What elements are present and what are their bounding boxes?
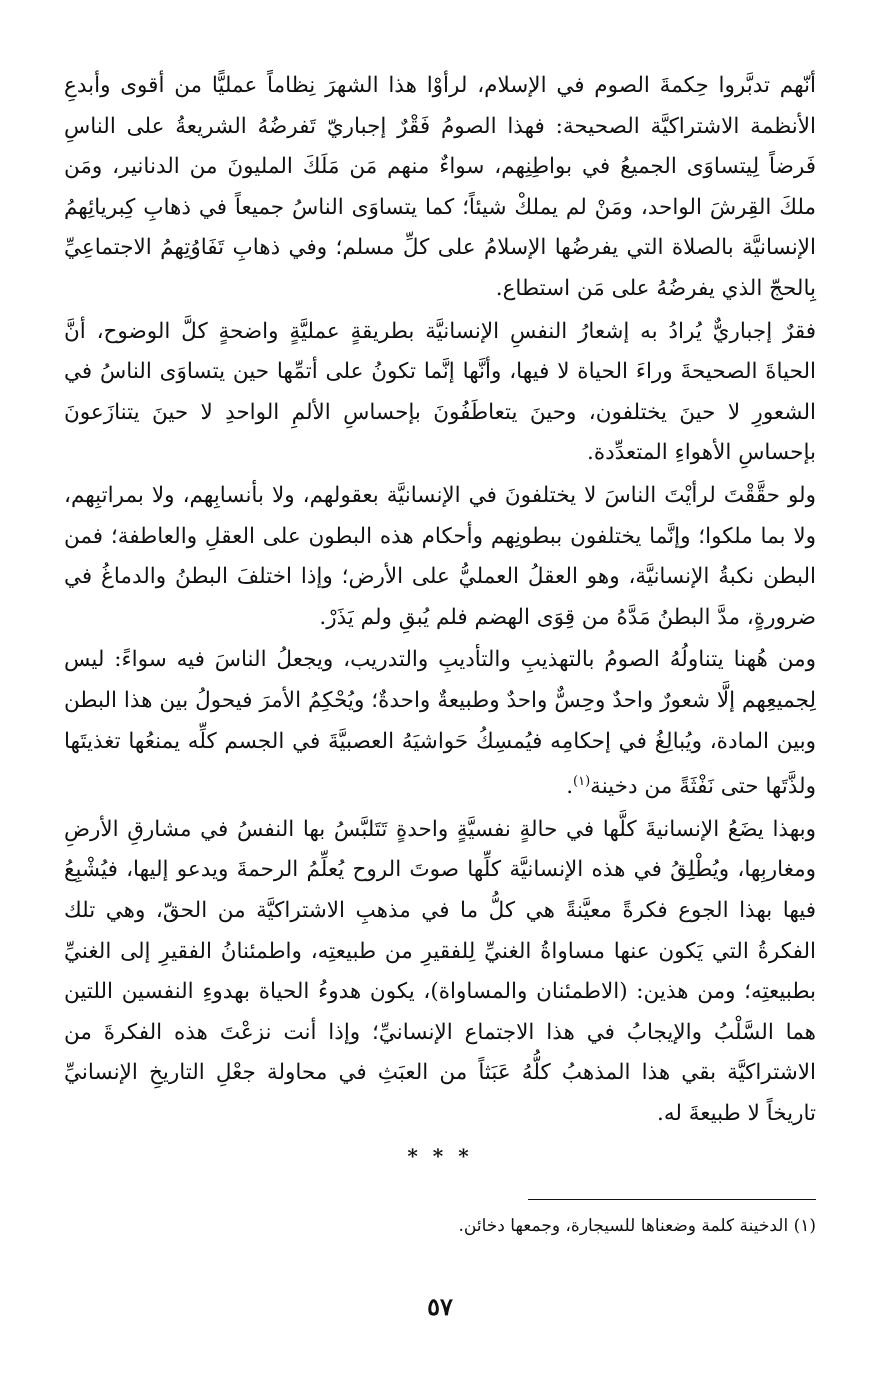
footnote-divider [528,1199,816,1200]
paragraph-2: فقرٌ إجباريٌّ يُرادُ به إشعارُ النفسِ الإنسانيَّة بطريقةٍ عمليَّةٍ واضحةٍ كلَّ الوضوح، أنَّ الحياةَ الصحيحةَ وراءَ الحياة لا فيها، وأنَّها إنَّما تكونُ على أتمِّها حين يتساوَى الناسُ في الشعورِ لا حينَ يختلفون، وحينَ يتعاطَفُونَ بإحساسِ الألمِ الواحدِ لا حينَ يتنازَعونَ بإحساسِ الأهواءِ المتعدِّدة. [64,318,816,466]
page-number: ٥٧ [427,1292,453,1321]
paragraph-1: أنّهم تدبَّروا حِكمةَ الصوم في الإسلام، لرأوْا هذا الشهرَ نِظاماً عمليًّا من أقوى وأبدعِ الأنظمة الاشتراكيَّة الصحيحة: فهذا الصومُ فَقْرٌ إجباريّ تَفرضُهُ الشريعةُ على الناسِ فَرضاً لِيتساوَى الجميعُ في بواطِنِهم، سواءٌ منهم مَن مَلَكَ المليونَ من الدنانير، ومَن ملكَ القِرشَ الواحد، ومَنْ لم يملكْ شيئاً؛ كما يتساوَى الناسُ جميعاً في ذهابِ كِبريائِهمُ الإنسانيَّة بالصلاة التي يفرضُها الإسلامُ على كلِّ مسلم؛ وفي ذهابِ تَفَاوُتِهمُ الاجتماعِيِّ بِالحجّ الذي يفرضُهُ على مَن استطاع. [64,73,816,301]
footnote: (١) الدخينة كلمة وضعناها للسيجارة، وجمعها دخائن. [458,1216,816,1236]
section-separator: * * * [407,1143,473,1168]
paragraph-4 [64,640,816,808]
book-page [64,66,816,1366]
footnote-reference[interactable]: (١) [573,774,591,790]
body-text [64,66,816,1135]
paragraph-5: وبهذا يضَعُ الإنسانيةَ كلَّها في حالةٍ نفسيَّةٍ واحدةٍ تَتَلبَّسُ بها النفسُ في مشارقِ الأرضِ ومغاربِها، ويُطْلِقُ في هذه الإنسانيَّة كلِّها صوتَ الروح يُعلِّمُ الرحمةَ ويدعو إليها، فيُشْبِعُ فيها بهذا الجوع فكرةً معيَّنةً هي كلُّ ما في مذهبِ الاشتراكيَّة من الحقّ، وهي تلك الفكرةُ التي يَكون عنها مساواةُ الغنيِّ لِلفقيرِ من طبيعتِه، واطمئنانُ الفقيرِ إلى الغنيِّ بطبيعتِه؛ ومن هذين: (الاطمئنان والمساواة)، يكون هدوءُ الحياة بهدوءِ النفسين اللتين هما السَّلْبُ والإيجابُ في هذا الاجتماع الإنسانيِّ؛ وإذا أنت نزعْتَ هذه الفكرةَ من الاشتراكيَّة بقي هذا المذهبُ كلُّهُ عَبَثاً من العبَثِ في محاولة جعْلِ التاريخِ الإنسانيِّ تاريخاً لا طبيعةَ له. [64,816,816,1126]
paragraph-4-end: . [566,774,574,800]
paragraph-3: ولو حقَّقْتَ لرأيْتَ الناسَ لا يختلفونَ في الإنسانيَّة بعقولهم، ولا بأنسابِهم، ولا بمراتبِهم، ولا بما ملكوا؛ وإنَّما يختلفون ببطونِهم وأحكام هذه البطون على العقلِ والعاطفة؛ فمن البطن نكبةُ الإنسانيَّة، وهو العقلُ العمليُّ على الأرض؛ وإذا اختلفَ البطنُ والدماغُ في ضرورةٍ، مدَّ البطنُ مَدَّهُ من قِوَى الهضم فلم يُبقِ ولم يَذَرْ. [64,482,816,630]
paragraph-4-text: ومن هُهنا يتناولُهُ الصومُ بالتهذيبِ والتأديبِ والتدريب، ويجعلُ الناسَ فيه سواءً: ليس لِجميعِهم إلَّا شعورٌ واحدٌ وحِسٌّ واحدٌ وطبيعةٌ واحدةٌ؛ ويُحْكِمُ الأمرَ فيحولُ بين هذا البطن وبين المادة، ويُبالِغُ في إحكامِه فيُمسِكُ حَواشيَهُ العصبيَّةَ في الجسم كلِّه يمنعُها تغذيتَها ولذَّتَها حتى نَفْثَةً من دخينة [64,647,816,800]
